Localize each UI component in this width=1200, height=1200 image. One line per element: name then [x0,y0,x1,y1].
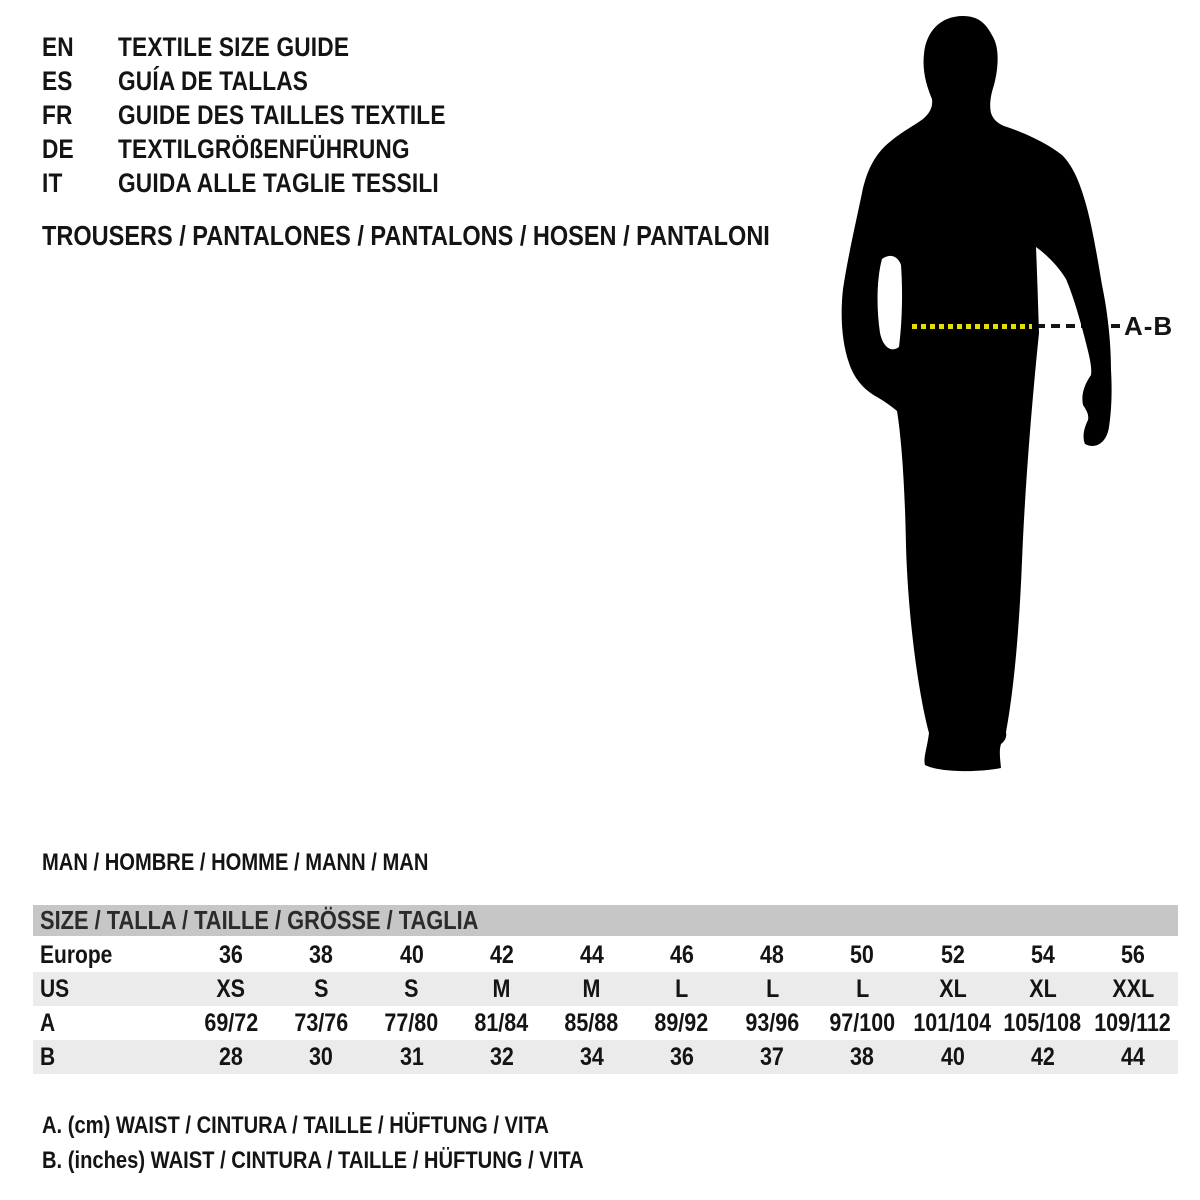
size-cell: 38 [309,940,334,969]
size-cell: 89/92 [654,1008,709,1037]
language-row-es [42,64,508,98]
footnote-a: A. (cm) WAIST / CINTURA / TAILLE / HÜFTUNG / VITA [42,1112,549,1139]
size-cell: 69/72 [204,1008,258,1037]
language-row-en [42,30,508,64]
language-row-de [42,132,508,166]
size-cell: 31 [399,1042,424,1071]
man-silhouette [820,0,1200,800]
size-cell: 50 [850,940,875,969]
size-cell: 40 [940,1042,965,1071]
size-table-header: SIZE / TALLA / TAILLE / GRÖSSE / TAGLIA [33,905,1178,936]
size-cell: 56 [1120,940,1145,969]
footnote-b: B. (inches) WAIST / CINTURA / TAILLE / HÜFTUNG / VITA [42,1147,584,1174]
language-title: GUÍA DE TALLAS [118,66,309,96]
size-cell: 81/84 [474,1008,529,1037]
row-label: B [40,1042,56,1071]
size-cell: 32 [489,1042,514,1071]
language-title: TEXTILGRÖßENFÜHRUNG [118,134,410,164]
size-cell: 109/112 [1094,1008,1172,1037]
category-title: TROUSERS / PANTALONES / PANTALONS / HOSEN / PANTALONI [42,220,770,251]
size-cell: XXL [1111,974,1154,1003]
size-cell: M [582,974,601,1003]
size-cell: S [404,974,419,1003]
size-cell: 40 [399,940,424,969]
size-cell: 28 [219,1042,244,1071]
size-cell: 36 [670,1042,694,1071]
language-code: FR [42,100,73,130]
size-cell: 38 [850,1042,875,1071]
size-cell: 101/104 [913,1008,992,1037]
size-cell: L [765,974,779,1003]
language-code: DE [42,134,74,164]
size-cell: XS [216,974,246,1003]
size-cell: 54 [1030,940,1055,969]
size-cell: 46 [670,940,694,969]
size-cell: 44 [1120,1042,1145,1071]
section-title: MAN / HOMBRE / HOMME / MANN / MAN [42,849,429,876]
size-cell: L [855,974,869,1003]
table-row-b-inches [33,1040,1178,1074]
row-label: Europe [40,940,113,969]
size-cell: 48 [760,940,785,969]
language-list [42,30,508,200]
size-cell: 34 [579,1042,604,1071]
size-cell: 77/80 [384,1008,439,1037]
language-code: EN [42,32,74,62]
table-row-us [33,972,1178,1006]
size-cell: 85/88 [564,1008,619,1037]
size-cell: 97/100 [829,1008,895,1037]
language-row-it [42,166,508,200]
measure-label-ab: A-B [1124,311,1174,341]
size-cell: 52 [940,940,965,969]
footnotes [42,1108,687,1178]
size-cell: XL [938,974,967,1003]
size-cell: 37 [760,1042,785,1071]
size-cell: 30 [309,1042,334,1071]
language-title: TEXTILE SIZE GUIDE [118,32,350,62]
size-cell: XL [1028,974,1057,1003]
size-table [33,905,1178,1074]
row-label: A [40,1008,56,1037]
size-cell: L [675,974,689,1003]
language-code: ES [42,66,73,96]
size-cell: 44 [579,940,604,969]
size-cell: M [492,974,511,1003]
size-cell: 42 [1030,1042,1055,1071]
size-cell: 93/96 [744,1008,799,1037]
language-title: GUIDE DES TAILLES TEXTILE [118,100,446,130]
size-cell: S [314,974,329,1003]
language-title: GUIDA ALLE TAGLIE TESSILI [118,168,439,198]
language-row-fr [42,98,508,132]
figure-silhouette [820,0,1200,800]
size-cell: 105/108 [1003,1008,1082,1037]
size-cell: 73/76 [294,1008,349,1037]
row-label: US [40,974,70,1003]
language-code: IT [42,168,63,198]
size-cell: 42 [489,940,514,969]
table-row-a-cm [33,1006,1178,1040]
table-row-europe [33,938,1178,972]
waist-measure-dotted-line [912,324,1032,329]
size-cell: 36 [219,940,244,969]
